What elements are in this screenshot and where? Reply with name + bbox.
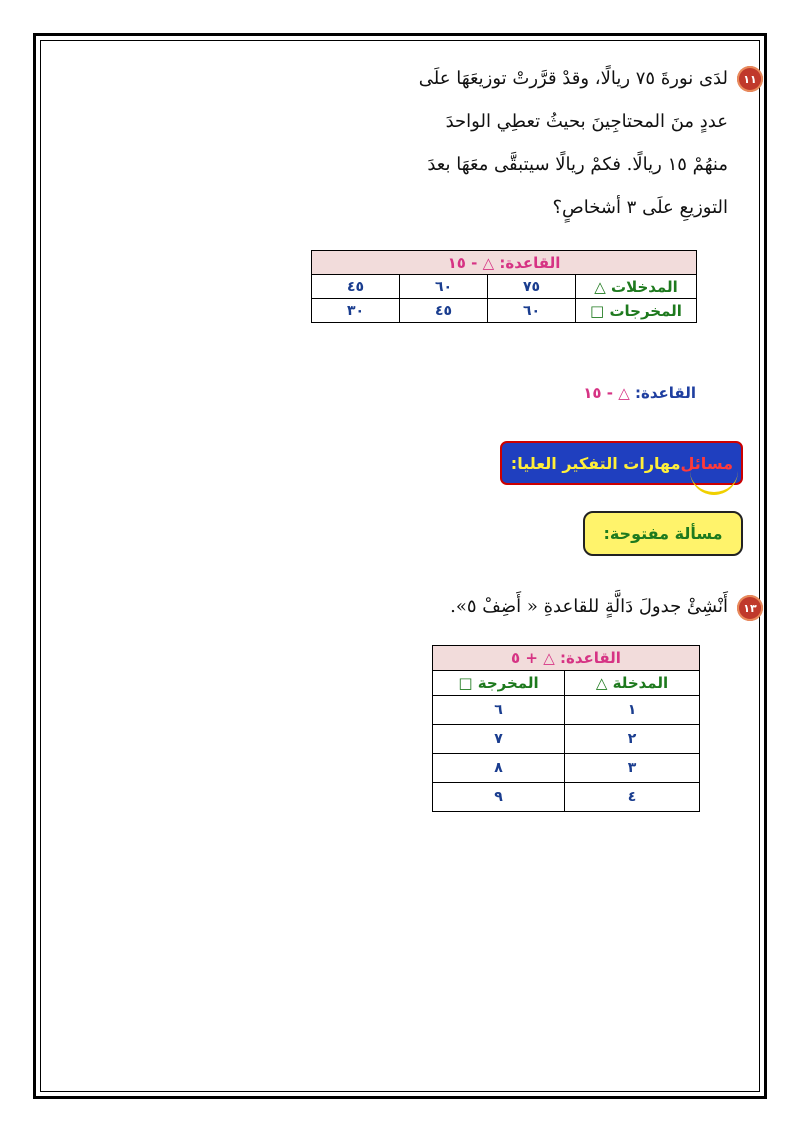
question-11-number: ١١: [743, 72, 757, 86]
table-cell: ٤٥: [312, 275, 400, 299]
rule-key: القاعدة:: [635, 384, 696, 402]
question-13-badge: [737, 595, 763, 621]
table-row: [433, 754, 700, 783]
table-cell: ٧٥: [488, 275, 576, 299]
outputs-label: المخرجات □: [576, 299, 697, 323]
table-cell: ٢: [565, 725, 700, 754]
table-row: [433, 725, 700, 754]
table-cell: ٦٠: [400, 275, 488, 299]
table-cell: ٨: [433, 754, 565, 783]
question-13-text: أَنْشِئْ جدولَ دَالَّةٍ للقاعدةِ « أَضِفْ ٥».: [450, 596, 728, 617]
question-11-badge: [737, 66, 763, 92]
table-cell: ٣٠: [312, 299, 400, 323]
table-cell: ٤٥: [400, 299, 488, 323]
table-cell: ٦: [433, 696, 565, 725]
question-11-line: لدَى نورةَ ٧٥ ريالًا، وقدْ قرَّرتْ توزيعَهَا علَى: [418, 68, 728, 89]
open-problem-label: مسألة مفتوحة:: [583, 511, 743, 556]
table-cell: ٧: [433, 725, 565, 754]
rule-statement: [583, 384, 696, 402]
table-2-rule: القاعدة: △ + ٥: [433, 646, 700, 671]
table-cell: ٩: [433, 783, 565, 812]
input-label: المدخلة △: [565, 671, 700, 696]
table-cell: ٣: [565, 754, 700, 783]
rule-value: △ - ١٥: [583, 384, 630, 402]
table-cell: ٦٠: [488, 299, 576, 323]
table-1-rule: القاعدة: △ - ١٥: [312, 251, 697, 275]
table-row: [433, 783, 700, 812]
table-cell: ١: [565, 696, 700, 725]
question-11-line: عددٍ منَ المحتاجِينَ بحيثُ تعطِي الواحدَ: [445, 111, 728, 132]
skills-yellow-label: مهارات التفكير العليا:: [510, 453, 681, 473]
table-cell: ٤: [565, 783, 700, 812]
skills-red-label: مسائل: [680, 453, 733, 473]
question-11-line: منهُمْ ١٥ ريالًا. فكمْ ريالًا سيتبقَّى معَهَا بعدَ: [427, 154, 728, 175]
inputs-label: المدخلات △: [576, 275, 697, 299]
function-table-2: [432, 645, 700, 812]
question-11-line: التوزيعِ علَى ٣ أشخاصٍ؟: [552, 197, 728, 218]
question-13-number: ١٣: [743, 601, 757, 615]
table-row: [433, 696, 700, 725]
question-11-text: [328, 57, 728, 229]
function-table-1: [311, 250, 697, 323]
output-label: المخرجة □: [433, 671, 565, 696]
